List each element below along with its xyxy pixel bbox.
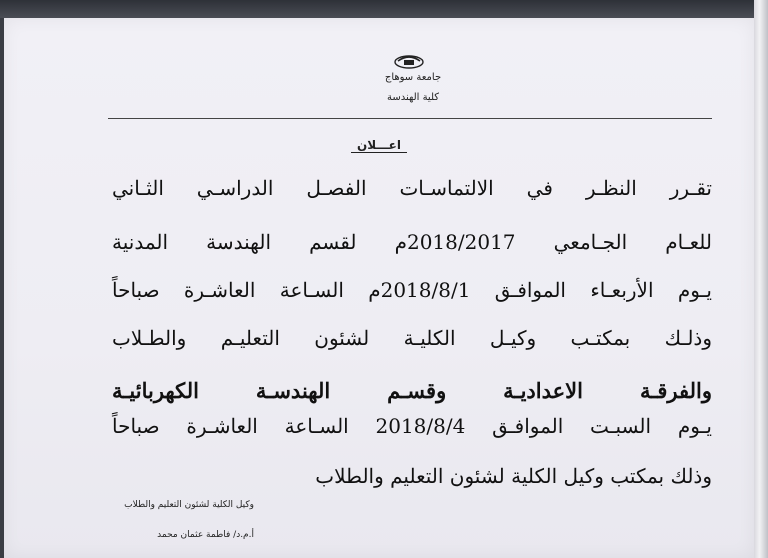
signature-name: أ.م.د/ فاطمة عثمان محمد: [157, 530, 254, 540]
university-name: جامعة سوهاج: [384, 72, 442, 83]
announcement-line-5: والفرقـة الاعداديـة وقسـم الهندسـة الكهربائيـة: [112, 378, 712, 403]
scan-right-edge: [754, 0, 768, 558]
scan-top-edge: [0, 0, 754, 18]
announcement-line-6: يـوم السبـت الموافـق 2018/8/4 السـاعة العاشـرة صباحاً: [112, 414, 712, 438]
announcement-title-text: اعـــلان: [351, 138, 407, 153]
document-page: [4, 18, 754, 558]
announcement-line-3: يـوم الأربعـاء الموافـق 2018/8/1م السـاعة العاشـرة صباحاً: [112, 278, 712, 302]
announcement-line-2: للعـام الجـامعي 2018/2017م لقسم الهندسة المدنية: [112, 230, 712, 254]
announcement-line-7: وذلك بمكتب وكيل الكلية لشئون التعليم والطلاب: [315, 464, 712, 488]
header-divider: [108, 118, 712, 119]
university-emblem-icon: [392, 52, 426, 70]
signature-role: وكيل الكلية لشئون التعليم والطلاب: [124, 500, 254, 510]
announcement-title: [4, 138, 754, 152]
announcement-line-1: تقـرر النظـر في الالتماسـات الفصـل الدراسـي الثـاني: [112, 176, 712, 200]
announcement-line-4: وذلـك بمكتـب وكيـل الكليـة لشئون التعليـم والطـلاب: [112, 326, 712, 350]
faculty-name: كلية الهندسة: [386, 92, 440, 103]
